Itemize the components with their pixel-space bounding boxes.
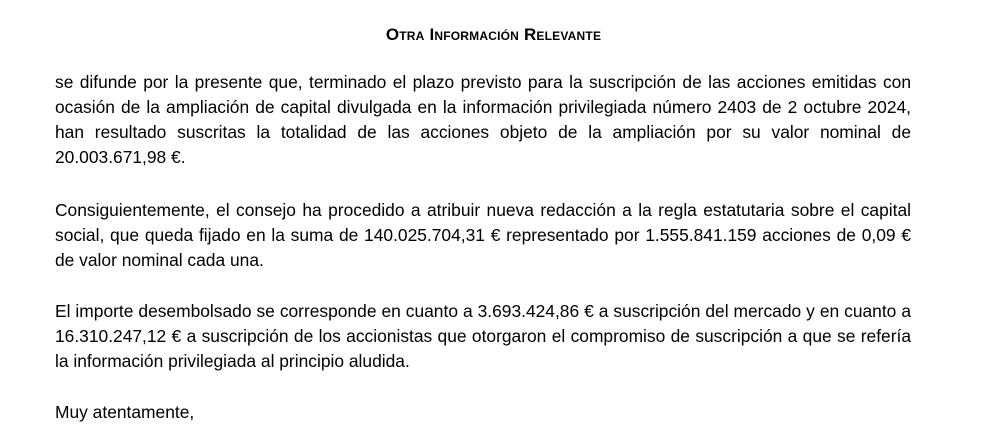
paragraph-subscription-result: se difunde por la presente que, terminado el plazo previsto para la suscripción de las acciones emitidas con ocasión de la ampliación de capital divulgada en la información privilegiada número 2403 de 2 octubre 2024, han resultado suscritas la totalidad de las acciones objeto de la ampliación por su valor nominal de 20.003.671,98 €.	[55, 72, 911, 167]
paragraph-share-capital: Consiguientemente, el consejo ha procedido a atribuir nueva redacción a la regla estatutaria sobre el capital social, que queda fijado en la suma de 140.025.704,31 € representado por 1.555.841.159 acciones de 0,09 € de valor nominal cada una.	[55, 200, 911, 270]
document-title: Otra Información Relevante	[385, 25, 602, 44]
closing-salutation: Muy atentamente,	[55, 402, 195, 422]
paragraph-disbursed-amount: El importe desembolsado se corresponde en cuanto a 3.693.424,86 € a suscripción del mercado y en cuanto a 16.310.247,12 € a suscripción de los accionistas que otorgaron el compromiso de suscripción a que se refería la información privilegiada al principio aludida.	[55, 301, 911, 371]
